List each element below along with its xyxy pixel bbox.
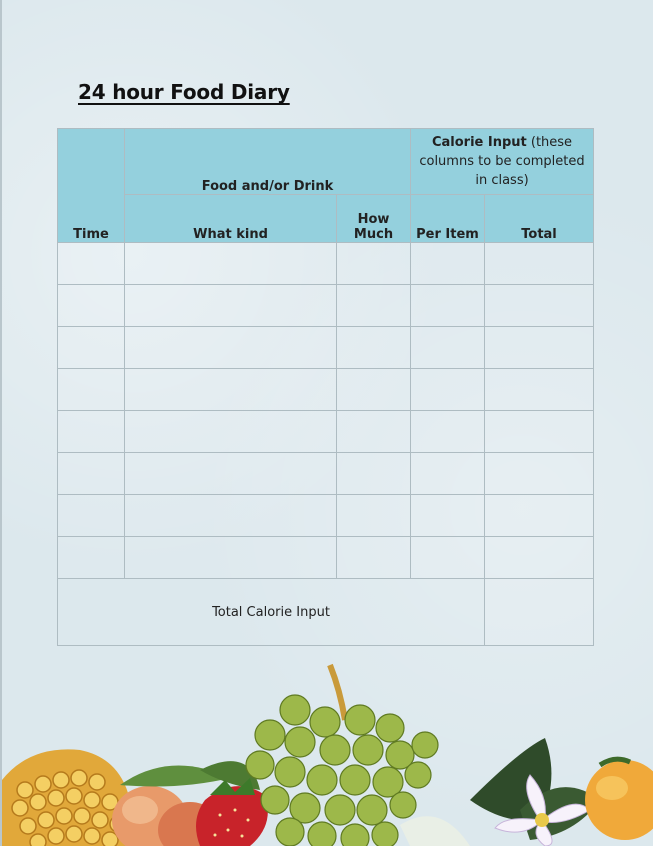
header-what-kind: What kind [125, 195, 337, 243]
cell-what-kind[interactable] [125, 369, 337, 411]
table-row [58, 453, 594, 495]
cell-time[interactable] [58, 411, 125, 453]
cell-what-kind[interactable] [125, 537, 337, 579]
cell-per-item[interactable] [411, 495, 485, 537]
cell-time[interactable] [58, 327, 125, 369]
table-row [58, 243, 594, 285]
cell-how-much[interactable] [337, 369, 411, 411]
table-row [58, 411, 594, 453]
cell-time[interactable] [58, 453, 125, 495]
diary-body [58, 243, 594, 646]
cell-how-much[interactable] [337, 495, 411, 537]
cell-total[interactable] [485, 495, 594, 537]
table-row [58, 537, 594, 579]
cell-per-item[interactable] [411, 285, 485, 327]
cell-what-kind[interactable] [125, 453, 337, 495]
page-title: 24 hour Food Diary [78, 80, 290, 104]
header-how-much [337, 195, 411, 243]
cell-time[interactable] [58, 285, 125, 327]
cell-what-kind[interactable] [125, 411, 337, 453]
cell-how-much[interactable] [337, 327, 411, 369]
header-time: Time [58, 129, 125, 243]
header-how-much-label: How Much [353, 212, 394, 242]
cell-per-item[interactable] [411, 369, 485, 411]
header-calorie-input-note: (these columns to be completed in class) [419, 135, 585, 188]
cell-total[interactable] [485, 411, 594, 453]
cell-time[interactable] [58, 495, 125, 537]
total-calorie-label: Total Calorie Input [58, 579, 485, 646]
header-total: Total [485, 195, 594, 243]
cell-total[interactable] [485, 243, 594, 285]
cell-what-kind[interactable] [125, 285, 337, 327]
cell-what-kind[interactable] [125, 243, 337, 285]
cell-how-much[interactable] [337, 453, 411, 495]
header-per-item: Per Item [411, 195, 485, 243]
cell-total[interactable] [485, 327, 594, 369]
cell-total[interactable] [485, 369, 594, 411]
cell-per-item[interactable] [411, 411, 485, 453]
cell-how-much[interactable] [337, 411, 411, 453]
cell-per-item[interactable] [411, 243, 485, 285]
cell-time[interactable] [58, 369, 125, 411]
cell-how-much[interactable] [337, 285, 411, 327]
table-row [58, 369, 594, 411]
grapes-icon [246, 665, 470, 846]
cell-total[interactable] [485, 285, 594, 327]
total-calorie-value-cell[interactable] [485, 579, 594, 646]
blossom-icon [470, 738, 600, 846]
table-row [58, 495, 594, 537]
fruit-illustration [0, 650, 653, 846]
cell-total[interactable] [485, 537, 594, 579]
cell-time[interactable] [58, 243, 125, 285]
table-row [58, 327, 594, 369]
cell-per-item[interactable] [411, 453, 485, 495]
cell-per-item[interactable] [411, 327, 485, 369]
cell-total[interactable] [485, 453, 594, 495]
leaf-icon [120, 761, 260, 790]
header-food-and-drink: Food and/or Drink [125, 129, 411, 195]
cell-time[interactable] [58, 537, 125, 579]
orange-icon [585, 759, 653, 840]
header-calorie-input-bold: Calorie Input [431, 135, 527, 150]
cell-what-kind[interactable] [125, 327, 337, 369]
table-row [58, 285, 594, 327]
food-diary-table [57, 128, 594, 646]
cell-what-kind[interactable] [125, 495, 337, 537]
cell-per-item[interactable] [411, 537, 485, 579]
total-row [58, 579, 594, 646]
header-calorie-input [411, 129, 594, 195]
cell-how-much[interactable] [337, 537, 411, 579]
cell-how-much[interactable] [337, 243, 411, 285]
